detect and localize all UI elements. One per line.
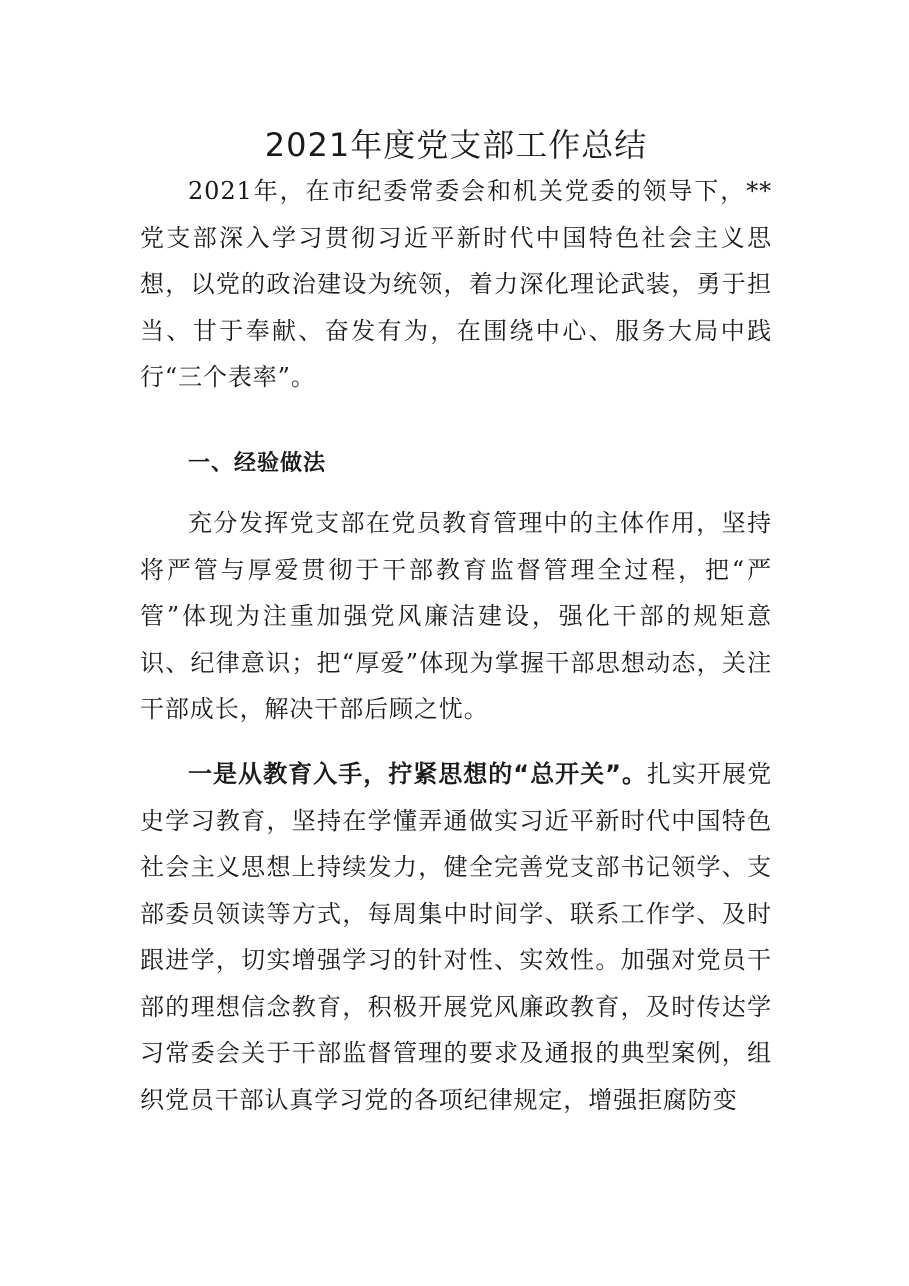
section-heading-experience: 一、经验做法	[188, 451, 327, 476]
education-paragraph	[140, 751, 772, 1123]
education-lead-sentence: 一是从教育入手，拧紧思想的“总开关”。	[188, 760, 647, 788]
experience-paragraph: 充分发挥党支部在党员教育管理中的主体作用，坚持将严管与厚爱贯彻于干部教育监督管理全过程，把“严管”体现为注重加强党风廉洁建设，强化干部的规矩意识、纪律意识；把“厚爱”体现为掌握干部思想动态，关注干部成长，解决干部后顾之忧。	[140, 509, 772, 723]
intro-paragraph: 2021年，在市纪委常委会和机关党委的领导下，**党支部深入学习贯彻习近平新时代中国特色社会主义思想，以党的政治建设为统领，着力深化理论武装，勇于担当、甘于奉献、奋发有为，在围绕中心、服务大局中践行“三个表率”。	[140, 177, 772, 391]
document-title: 2021年度党支部工作总结	[264, 126, 648, 164]
education-body-text: 扎实开展党史学习教育，坚持在学懂弄通做实习近平新时代中国特色社会主义思想上持续发力，健全完善党支部书记领学、支部委员领读等方式，每周集中时间学、联系工作学、及时跟进学，切实增强学习的针对性、实效性。加强对党员干部的理想信念教育，积极开展党风廉政教育，及时传达学习常委会关于干部监督管理的要求及通报的典型案例，组织党员干部认真学习党的各项纪律规定，增强拒腐防变	[140, 760, 772, 1114]
